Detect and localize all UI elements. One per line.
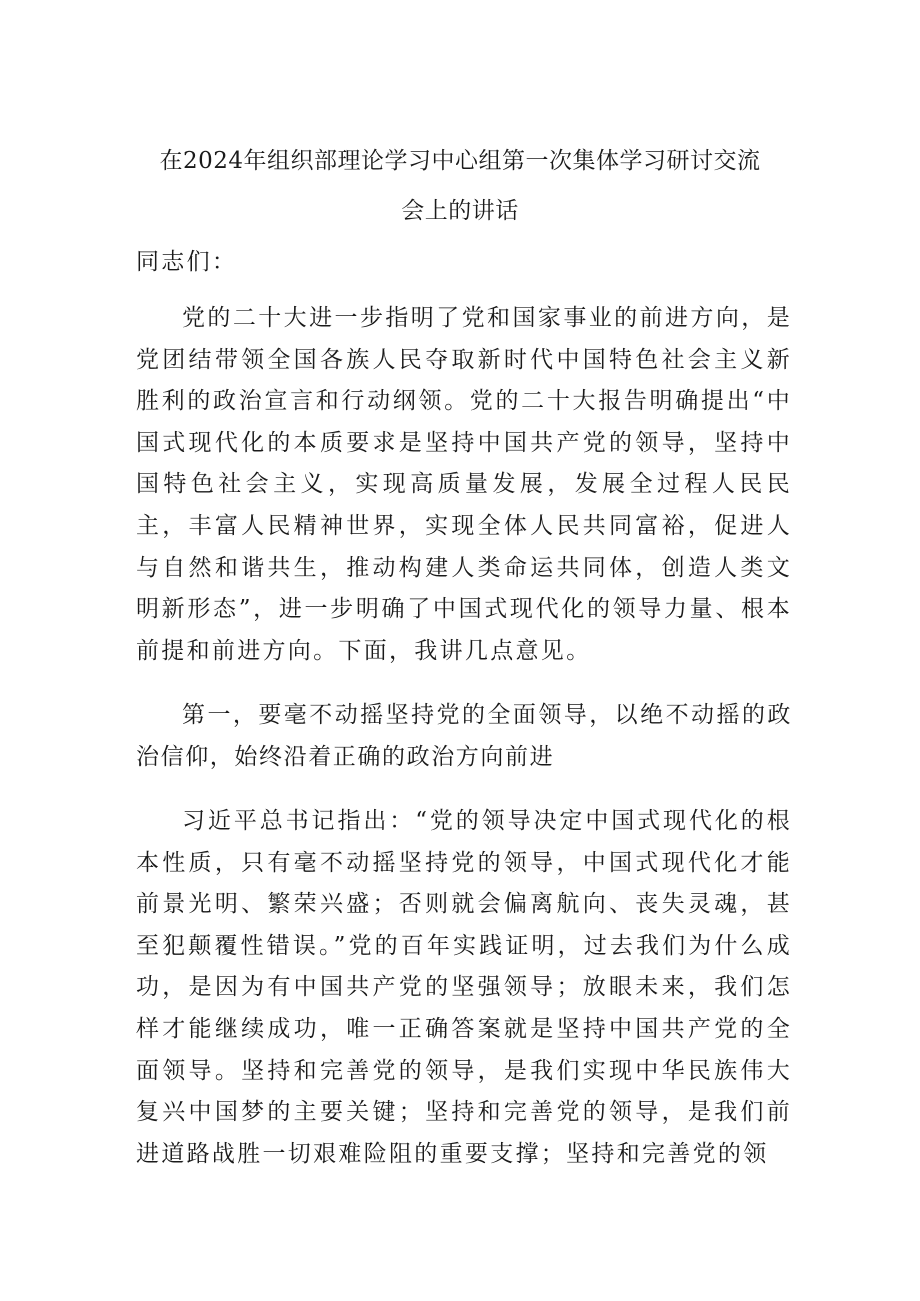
section-heading-first: 第一，要毫不动摇坚持党的全面领导，以绝不动摇的政治信仰，始终沿着正确的政治方向前进 [136,702,792,770]
document-title-line-2: 会上的讲话 [401,198,519,224]
paragraph-intro: 党的二十大进一步指明了党和国家事业的前进方向，是党团结带领全国各族人民夺取新时代中国特色社会主义新胜利的政治宣言和行动纲领。党的二十大报告明确提出“中国式现代化的本质要求是坚持中国共产党的领导，坚持中国特色社会主义，实现高质量发展，发展全过程人民民主，丰富人民精神世界，实现全体人民共同富裕，促进人与自然和谐共生，推动构建人类命运共同体，创造人类文明新形态”，进一步明确了中国式现代化的领导力量、根本前提和前进方向。下面，我讲几点意见。 [136,305,792,664]
document-title-line-1: 在2024年组织部理论学习中心组第一次集体学习研讨交流 [159,148,761,174]
salutation: 同志们： [136,249,238,275]
paragraph-body: 习近平总书记指出：“党的领导决定中国式现代化的根本性质，只有毫不动摇坚持党的领导，中国式现代化才能前景光明、繁荣兴盛；否则就会偏离航向、丧失灵魂，甚至犯颠覆性错误。”党的百年实践证明，过去我们为什么成功，是因为有中国共产党的坚强领导；放眼未来，我们怎样才能继续成功，唯一正确答案就是坚持中国共产党的全面领导。坚持和完善党的领导，是我们实现中华民族伟大复兴中国梦的主要关键；坚持和完善党的领导，是我们前进道路战胜一切艰难险阻的重要支撑；坚持和完善党的领 [136,808,792,1167]
